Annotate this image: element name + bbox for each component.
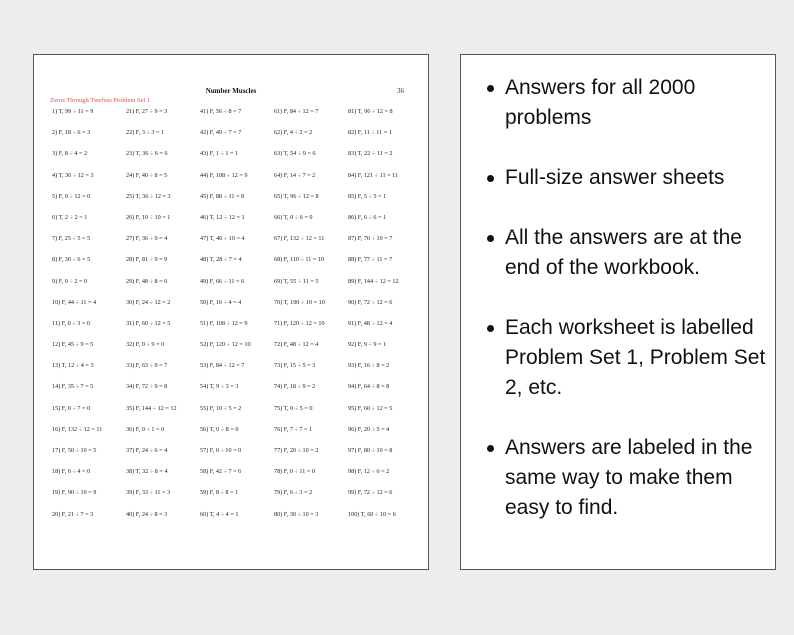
answer-cell: 54) T, 9 ÷ 3 = 3: [200, 383, 239, 391]
answer-cell: 88) F, 77 ÷ 11 = 7: [348, 256, 393, 264]
answer-cell: 78) F, 0 ÷ 11 = 0: [274, 468, 316, 476]
answer-cell: 53) F, 84 ÷ 12 = 7: [200, 362, 245, 370]
feature-bullet-item: [485, 73, 775, 133]
answer-cell: 84) F, 121 ÷ 11 = 11: [348, 171, 399, 179]
answer-row: [52, 172, 422, 193]
answer-cell: 80) F, 30 ÷ 10 = 3: [274, 510, 319, 518]
answer-cell: 72) F, 48 ÷ 12 = 4: [274, 341, 319, 349]
answer-cell: 26) F, 10 ÷ 10 = 1: [126, 213, 171, 221]
answer-cell: 22) F, 3 ÷ 3 = 1: [126, 129, 165, 137]
answer-cell: 100) T, 60 ÷ 10 = 6: [348, 510, 396, 518]
answer-cell: 93) F, 16 ÷ 8 = 2: [348, 362, 390, 370]
answer-cell: 30) F, 24 ÷ 12 = 2: [126, 298, 171, 306]
feature-bullet-text: Each worksheet is labelled Problem Set 1, Problem Set 2, etc.: [505, 316, 766, 399]
bullet-dot-icon: [487, 175, 494, 182]
answer-cell: 11) F, 0 ÷ 3 = 0: [52, 319, 90, 327]
feature-bullet-text: Full-size answer sheets: [505, 166, 725, 189]
answer-cell: 82) F, 11 ÷ 11 = 1: [348, 129, 392, 137]
answer-row: [52, 405, 422, 426]
answer-row: [52, 383, 422, 404]
answer-cell: 45) F, 88 ÷ 11 = 8: [200, 192, 245, 200]
answer-row: [52, 468, 422, 489]
answer-cell: 44) F, 108 ÷ 12 = 9: [200, 171, 248, 179]
feature-bullet-text: Answers for all 2000 problems: [505, 76, 696, 129]
answer-cell: 32) F, 0 ÷ 9 = 0: [126, 341, 165, 349]
answer-cell: 15) F, 0 ÷ 7 = 0: [52, 404, 91, 412]
answer-cell: 12) F, 45 ÷ 9 = 5: [52, 341, 94, 349]
answer-sheet-panel: [33, 54, 429, 570]
answer-cell: 37) F, 24 ÷ 6 = 4: [126, 447, 168, 454]
answer-cell: 33) F, 63 ÷ 9 = 7: [126, 362, 168, 370]
answer-cell: 9) F, 0 ÷ 2 = 0: [52, 277, 88, 285]
answer-cell: 41) F, 56 ÷ 8 = 7: [200, 108, 242, 115]
answer-cell: 39) F, 33 ÷ 11 = 3: [126, 489, 171, 497]
answer-cell: 70) T, 100 ÷ 10 = 10: [274, 298, 325, 306]
answer-cell: 49) F, 66 ÷ 11 = 6: [200, 277, 245, 285]
answer-cell: 83) T, 22 ÷ 11 = 2: [348, 150, 393, 158]
feature-bullet-list: [485, 73, 775, 553]
answer-cell: 87) F, 70 ÷ 10 = 7: [348, 235, 393, 243]
answer-cell: 96) F, 20 ÷ 5 = 4: [348, 425, 390, 433]
answer-row: [52, 108, 422, 129]
answer-cell: 97) F, 80 ÷ 10 = 8: [348, 447, 393, 454]
answer-cell: 23) T, 36 ÷ 6 = 6: [126, 150, 168, 158]
answer-cell: 8) F, 30 ÷ 6 = 5: [52, 256, 91, 264]
answer-cell: 4) T, 36 ÷ 12 = 3: [52, 171, 94, 179]
answer-cell: 16) F, 132 ÷ 12 = 11: [52, 425, 103, 433]
answer-cell: 73) F, 15 ÷ 5 = 3: [274, 362, 316, 370]
answer-cell: 40) F, 24 ÷ 8 = 3: [126, 510, 168, 518]
answer-cell: 38) T, 32 ÷ 8 = 4: [126, 468, 168, 476]
answer-row: [52, 235, 422, 256]
answer-cell: 50) F, 16 ÷ 4 = 4: [200, 298, 242, 306]
answer-cell: 34) F, 72 ÷ 9 = 8: [126, 383, 168, 391]
answer-cell: 20) F, 21 ÷ 7 = 3: [52, 510, 94, 518]
bullet-dot-icon: [487, 445, 494, 452]
answer-cell: 98) F, 12 ÷ 6 = 2: [348, 468, 390, 476]
answer-cell: 94) F, 64 ÷ 8 = 8: [348, 383, 390, 391]
answer-cell: 13) T, 12 ÷ 4 = 3: [52, 362, 94, 370]
answer-row: [52, 299, 422, 320]
answer-row: [52, 129, 422, 150]
answer-cell: 86) F, 6 ÷ 6 = 1: [348, 213, 387, 221]
answer-cell: 17) F, 50 ÷ 10 = 5: [52, 447, 97, 454]
bullet-dot-icon: [487, 235, 494, 242]
answer-cell: 31) F, 60 ÷ 12 = 5: [126, 319, 171, 327]
answer-cell: 58) F, 42 ÷ 7 = 6: [200, 468, 242, 476]
sheet-title: Number Muscles: [205, 87, 257, 95]
answer-cell: 25) T, 36 ÷ 12 = 3: [126, 192, 171, 200]
answer-cell: 19) F, 90 ÷ 10 = 9: [52, 489, 97, 497]
answer-cell: 48) T, 28 ÷ 7 = 4: [200, 256, 242, 264]
answer-cell: 6) T, 2 ÷ 2 = 1: [52, 213, 88, 221]
answer-cell: 42) F, 49 ÷ 7 = 7: [200, 129, 242, 137]
answer-row: [52, 447, 422, 468]
answer-cell: 71) F, 120 ÷ 12 = 10: [274, 319, 325, 327]
answer-cell: 10) F, 44 ÷ 11 = 4: [52, 298, 97, 306]
answer-row: [52, 193, 422, 214]
answer-cell: 47) T, 40 ÷ 10 = 4: [200, 235, 245, 243]
answer-cell: 36) F, 0 ÷ 1 = 0: [126, 425, 165, 433]
answer-cell: 65) T, 96 ÷ 12 = 8: [274, 192, 319, 200]
answer-cell: 29) F, 48 ÷ 8 = 6: [126, 277, 168, 285]
answer-cell: 2) F, 18 ÷ 6 = 3: [52, 129, 91, 137]
answer-cell: 60) T, 4 ÷ 4 = 1: [200, 510, 239, 518]
answer-cell: 89) F, 144 ÷ 12 = 12: [348, 277, 399, 285]
answer-cell: 5) F, 0 ÷ 12 = 0: [52, 192, 91, 200]
answer-cell: 18) F, 0 ÷ 4 = 0: [52, 468, 91, 476]
answer-cell: 69) T, 55 ÷ 11 = 5: [274, 277, 319, 285]
answer-cell: 75) T, 0 ÷ 5 = 0: [274, 404, 313, 412]
answer-cell: 52) F, 120 ÷ 12 = 10: [200, 341, 251, 349]
feature-bullet-item: [485, 163, 775, 193]
answer-cell: 79) F, 6 ÷ 3 = 2: [274, 489, 313, 497]
feature-bullet-text: Answers are labeled in the same way to make them easy to find.: [505, 436, 753, 519]
answer-cell: 63) T, 54 ÷ 9 = 6: [274, 150, 316, 158]
answer-cell: 3) F, 8 ÷ 4 = 2: [52, 150, 88, 158]
answer-cell: 1) T, 99 ÷ 11 = 9: [52, 108, 94, 115]
answer-cell: 55) F, 10 ÷ 5 = 2: [200, 404, 242, 412]
answer-cell: 85) F, 5 ÷ 5 = 1: [348, 192, 387, 200]
answer-cell: 28) F, 81 ÷ 9 = 9: [126, 256, 168, 264]
answer-row: [52, 489, 422, 510]
answer-row: [52, 362, 422, 383]
answer-row: [52, 278, 422, 299]
answer-row: [52, 214, 422, 235]
answer-cell: 46) T, 12 ÷ 12 = 1: [200, 213, 245, 221]
answer-grid: [52, 108, 422, 532]
page-number: 36: [397, 87, 404, 95]
answer-cell: 64) F, 14 ÷ 7 = 2: [274, 171, 316, 179]
answer-cell: 81) T, 96 ÷ 12 = 8: [348, 108, 393, 115]
answer-cell: 91) F, 48 ÷ 12 = 4: [348, 319, 393, 327]
feature-bullet-text: All the answers are at the end of the workbook.: [505, 226, 742, 279]
answer-cell: 92) F, 9 ÷ 9 = 1: [348, 341, 387, 349]
answer-cell: 27) F, 36 ÷ 9 = 4: [126, 235, 168, 243]
answer-cell: 51) F, 108 ÷ 12 = 9: [200, 319, 248, 327]
answer-cell: 7) F, 25 ÷ 5 = 5: [52, 235, 91, 243]
answer-row: [52, 511, 422, 532]
answer-cell: 43) F, 1 ÷ 1 = 1: [200, 150, 239, 158]
answer-cell: 57) F, 0 ÷ 10 = 0: [200, 447, 242, 454]
answer-cell: 35) F, 144 ÷ 12 = 12: [126, 404, 177, 412]
answer-cell: 21) F, 27 ÷ 9 = 3: [126, 108, 168, 115]
answer-cell: 74) F, 18 ÷ 9 = 2: [274, 383, 316, 391]
answer-cell: 67) F, 132 ÷ 12 = 11: [274, 235, 325, 243]
answer-cell: 62) F, 4 ÷ 2 = 2: [274, 129, 313, 137]
answer-cell: 66) T, 0 ÷ 6 = 0: [274, 213, 313, 221]
bullet-dot-icon: [487, 325, 494, 332]
answer-row: [52, 256, 422, 277]
answer-cell: 59) F, 8 ÷ 8 = 1: [200, 489, 239, 497]
bullet-dot-icon: [487, 85, 494, 92]
features-panel: [460, 54, 776, 570]
answer-row: [52, 320, 422, 341]
answer-cell: 90) F, 72 ÷ 12 = 6: [348, 298, 393, 306]
feature-bullet-item: [485, 433, 775, 523]
answer-row: [52, 426, 422, 447]
answer-cell: 68) F, 110 ÷ 11 = 10: [274, 256, 325, 264]
answer-cell: 24) F, 40 ÷ 8 = 5: [126, 171, 168, 179]
feature-bullet-item: [485, 313, 775, 403]
answer-cell: 56) T, 0 ÷ 8 = 0: [200, 425, 239, 433]
feature-bullet-item: [485, 223, 775, 283]
answer-row: [52, 341, 422, 362]
answer-cell: 14) F, 35 ÷ 7 = 5: [52, 383, 94, 391]
answer-cell: 76) F, 7 ÷ 7 = 1: [274, 425, 313, 433]
answer-cell: 77) F, 20 ÷ 10 = 2: [274, 447, 319, 454]
answer-cell: 95) F, 60 ÷ 12 = 5: [348, 404, 393, 412]
answer-cell: 61) F, 84 ÷ 12 = 7: [274, 108, 319, 115]
problem-set-label: Zeros Through Twelves Problem Set 1: [50, 97, 151, 104]
answer-row: [52, 150, 422, 171]
answer-cell: 99) F, 72 ÷ 12 = 6: [348, 489, 393, 497]
